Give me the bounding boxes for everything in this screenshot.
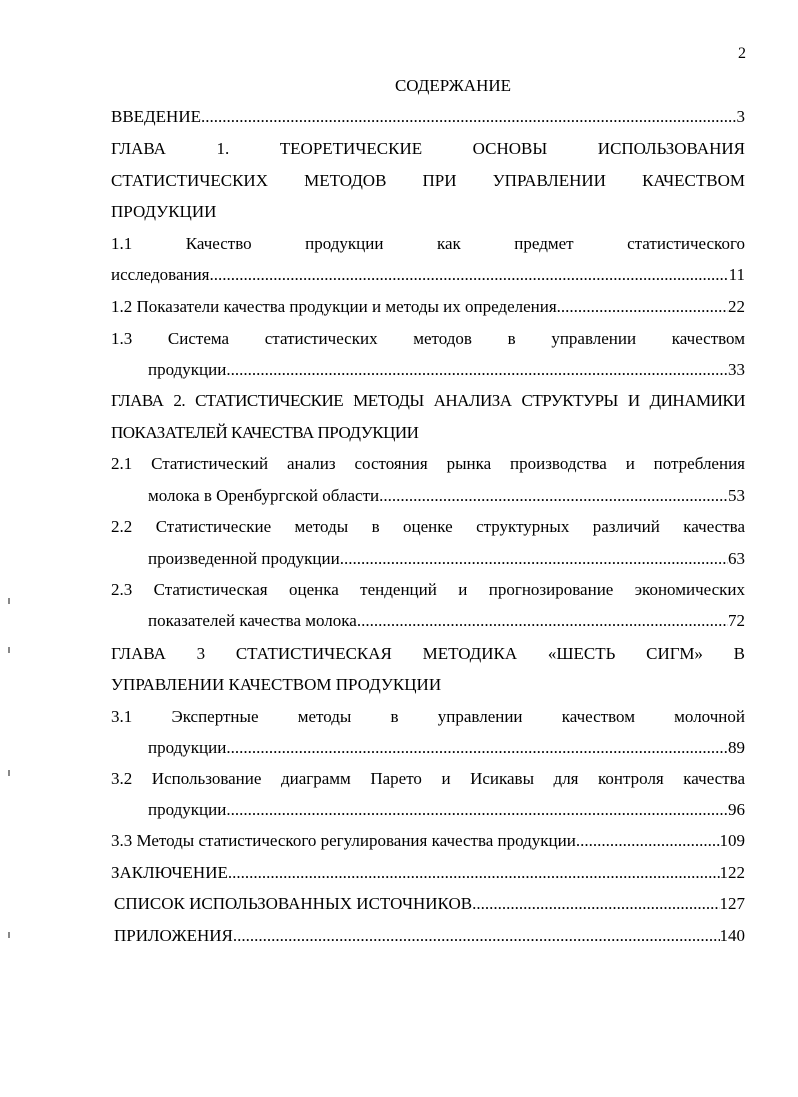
toc-section-2-1-line-1[interactable]: 2.1 Статистический анализ состояния рынка производства и потребления xyxy=(111,454,745,473)
toc-entry-2-1[interactable] xyxy=(148,485,745,507)
toc-chapter-1-line-1[interactable]: ГЛАВА 1. ТЕОРЕТИЧЕСКИЕ ОСНОВЫ ИСПОЛЬЗОВАНИЯ xyxy=(111,139,745,158)
toc-entry-1-3[interactable] xyxy=(148,359,745,381)
scan-artifact xyxy=(8,598,10,604)
toc-page: 96 xyxy=(728,800,745,819)
toc-section-1-3-line-1[interactable]: 1.3 Система статистических методов в управлении качеством xyxy=(111,329,745,348)
toc-entry-1-1[interactable] xyxy=(111,264,745,286)
dot-leader xyxy=(357,610,728,632)
toc-label: молока в Оренбургской области xyxy=(148,486,380,505)
toc-label: СПИСОК ИСПОЛЬЗОВАННЫХ ИСТОЧНИКОВ xyxy=(114,894,473,913)
toc-label: 3.3 Методы статистического регулирования качества продукции xyxy=(111,831,576,850)
toc-chapter-3-line-1[interactable]: ГЛАВА 3 СТАТИСТИЧЕСКАЯ МЕТОДИКА «ШЕСТЬ СИГМ» В xyxy=(111,644,745,663)
scan-artifact xyxy=(8,647,10,653)
toc-label: продукции xyxy=(148,738,227,757)
toc-chapter-1-line-2[interactable]: СТАТИСТИЧЕСКИХ МЕТОДОВ ПРИ УПРАВЛЕНИИ КАЧЕСТВОМ xyxy=(111,171,745,190)
dot-leader xyxy=(226,799,728,821)
dot-leader xyxy=(201,106,737,128)
dot-leader xyxy=(557,296,728,318)
toc-page: 33 xyxy=(728,360,745,379)
toc-page: 63 xyxy=(728,549,745,568)
scan-artifact xyxy=(8,770,10,776)
toc-chapter-1-line-3[interactable]: ПРОДУКЦИИ xyxy=(111,202,217,221)
toc-section-1-1-line-1[interactable]: 1.1 Качество продукции как предмет статистического xyxy=(111,234,745,253)
toc-label: продукции xyxy=(148,360,227,379)
toc-entry-sources[interactable] xyxy=(114,893,745,915)
toc-chapter-3-line-2[interactable]: УПРАВЛЕНИИ КАЧЕСТВОМ ПРОДУКЦИИ xyxy=(111,675,442,694)
toc-page: 127 xyxy=(719,894,745,913)
toc-entry-2-2[interactable] xyxy=(148,548,745,570)
toc-label: исследования xyxy=(111,265,210,284)
toc-page: 122 xyxy=(719,863,745,882)
dot-leader xyxy=(576,830,720,852)
toc-page: 89 xyxy=(728,738,745,757)
page-number: 2 xyxy=(738,45,746,62)
toc-page: 109 xyxy=(719,831,745,850)
toc-section-2-2-line-1[interactable]: 2.2 Статистические методы в оценке структурных различий качества xyxy=(111,517,745,536)
dot-leader xyxy=(379,485,728,507)
dot-leader xyxy=(210,264,729,286)
toc-label: произведенной продукции xyxy=(148,549,340,568)
toc-section-2-3-line-1[interactable]: 2.3 Статистическая оценка тенденций и прогнозирование экономических xyxy=(111,580,745,599)
toc-entry-3-1[interactable] xyxy=(148,737,745,759)
toc-page: 140 xyxy=(719,926,745,945)
toc-label: ВВЕДЕНИЕ xyxy=(111,107,201,126)
toc-entry-2-3[interactable] xyxy=(148,610,745,632)
toc-chapter-2-line-2[interactable]: ПОКАЗАТЕЛЕЙ КАЧЕСТВА ПРОДУКЦИИ xyxy=(111,423,419,442)
toc-chapter-2-line-1[interactable]: ГЛАВА 2. СТАТИСТИЧЕСКИЕ МЕТОДЫ АНАЛИЗА СТРУКТУРЫ И ДИНАМИКИ xyxy=(111,391,745,410)
dot-leader xyxy=(228,862,720,884)
toc-label: показателей качества молока xyxy=(148,611,357,630)
dot-leader xyxy=(233,925,720,947)
toc-page: 22 xyxy=(728,297,745,316)
toc-page: 72 xyxy=(728,611,745,630)
toc-label: продукции xyxy=(148,800,227,819)
toc-label: 1.2 Показатели качества продукции и методы их определения xyxy=(111,297,557,316)
toc-entry-intro[interactable] xyxy=(111,106,745,128)
toc-section-3-1-line-1[interactable]: 3.1 Экспертные методы в управлении качеством молочной xyxy=(111,707,745,726)
toc-entry-appendix[interactable] xyxy=(114,925,745,947)
toc-page: 53 xyxy=(728,486,745,505)
toc-entry-conclusion[interactable] xyxy=(111,862,745,884)
toc-label: ЗАКЛЮЧЕНИЕ xyxy=(111,863,228,882)
dot-leader xyxy=(226,359,728,381)
toc-page: 3 xyxy=(736,107,745,126)
toc-entry-1-2[interactable] xyxy=(111,296,745,318)
toc-entry-3-2[interactable] xyxy=(148,799,745,821)
toc-entry-3-3[interactable] xyxy=(111,830,745,852)
dot-leader xyxy=(472,893,719,915)
scan-artifact xyxy=(8,932,10,938)
toc-page: 11 xyxy=(728,265,745,284)
dot-leader xyxy=(340,548,728,570)
dot-leader xyxy=(226,737,728,759)
page-title: СОДЕРЖАНИЕ xyxy=(394,76,512,95)
toc-section-3-2-line-1[interactable]: 3.2 Использование диаграмм Парето и Исикавы для контроля качества xyxy=(111,769,745,788)
toc-label: ПРИЛОЖЕНИЯ xyxy=(114,926,233,945)
